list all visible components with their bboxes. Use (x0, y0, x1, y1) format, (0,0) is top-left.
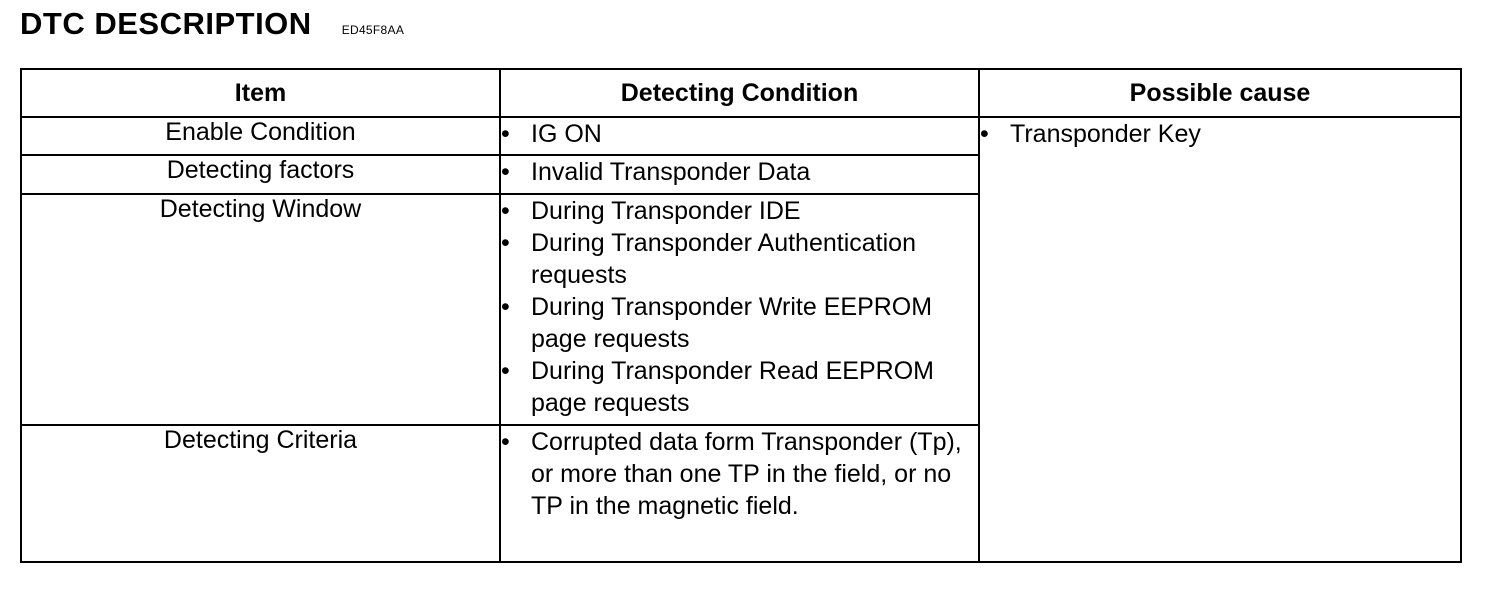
column-header-detecting-condition: Detecting Condition (500, 69, 979, 117)
item-cell: Detecting Window (21, 194, 500, 425)
cause-list (980, 118, 1460, 150)
list-item: • Invalid Transponder Data (501, 156, 978, 188)
list-item: • During Transponder Read EEPROM page requests (501, 355, 978, 419)
item-cell: Detecting Criteria (21, 425, 500, 562)
condition-cell (500, 117, 979, 155)
table-row (21, 117, 1461, 155)
table-header-row (21, 69, 1461, 117)
dtc-table (20, 68, 1462, 563)
condition-cell (500, 194, 979, 425)
condition-list (501, 195, 978, 419)
list-item: • IG ON (501, 118, 978, 150)
list-item: • Corrupted data form Transponder (Tp), or more than one TP in the field, or no TP in the magnetic field. (501, 426, 978, 522)
condition-list (501, 426, 978, 522)
page-title: DTC DESCRIPTION (20, 6, 312, 41)
possible-cause-cell (979, 117, 1461, 562)
condition-cell (500, 425, 979, 562)
condition-cell (500, 155, 979, 194)
condition-list (501, 156, 978, 188)
document-code: ED45F8AA (341, 23, 405, 37)
item-cell: Enable Condition (21, 117, 500, 155)
list-item: • Transponder Key (980, 118, 1460, 150)
column-header-possible-cause: Possible cause (979, 69, 1461, 117)
page-heading (20, 6, 404, 42)
condition-list (501, 118, 978, 150)
column-header-item: Item (21, 69, 500, 117)
list-item: • During Transponder Authentication requests (501, 227, 978, 291)
list-item: • During Transponder IDE (501, 195, 978, 227)
item-cell: Detecting factors (21, 155, 500, 194)
list-item: • During Transponder Write EEPROM page requests (501, 291, 978, 355)
